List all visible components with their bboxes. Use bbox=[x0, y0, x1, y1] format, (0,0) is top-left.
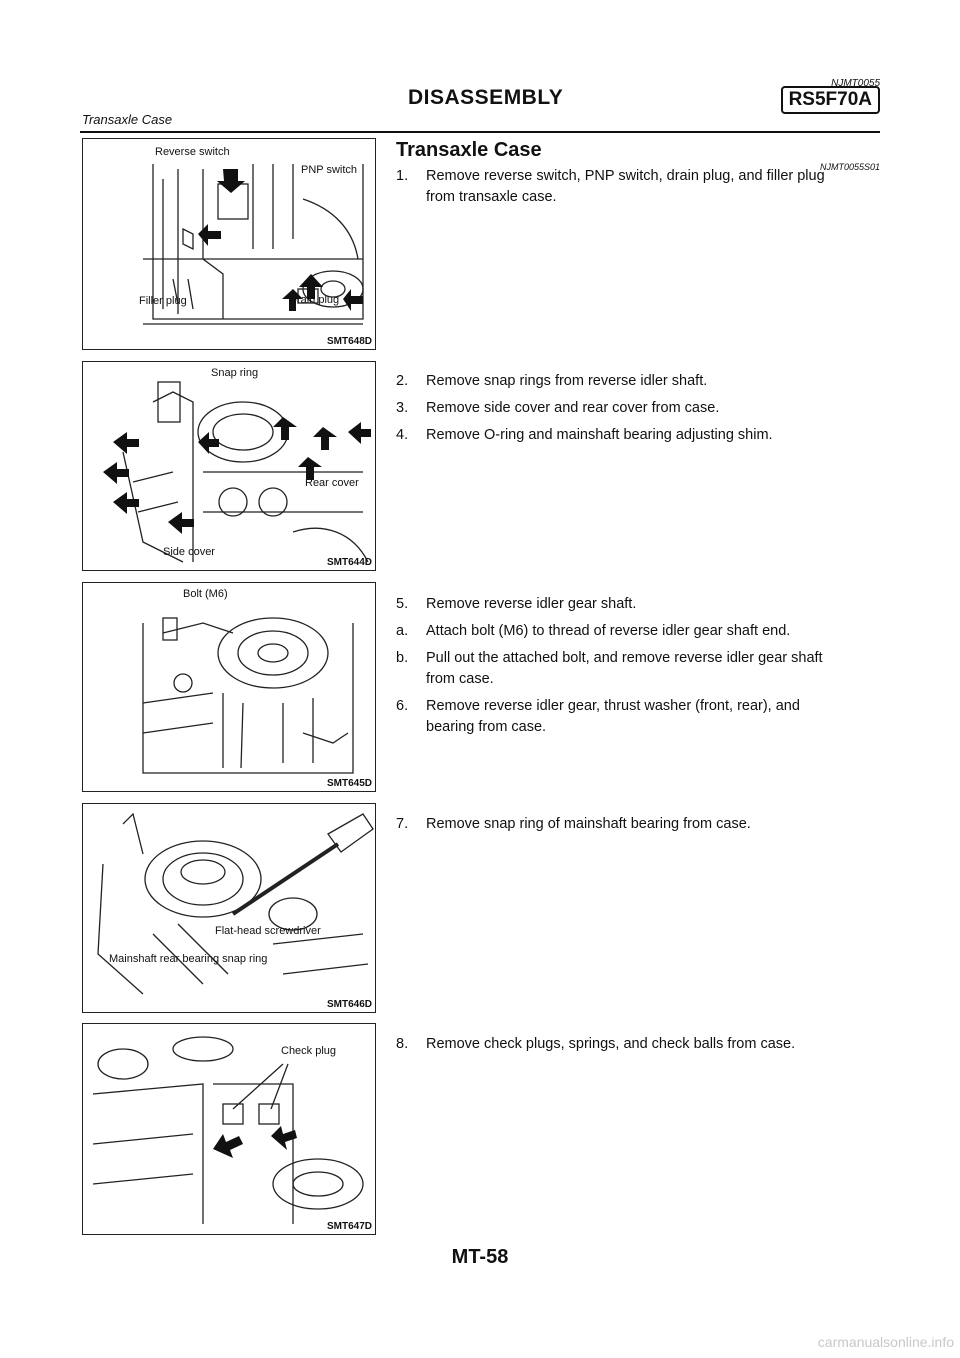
label-mainshaft-rear-bearing-snap-ring: Mainshaft rear bearing snap ring bbox=[109, 953, 268, 965]
figure-smt647d bbox=[82, 1023, 376, 1235]
figure-smt644d bbox=[82, 361, 376, 571]
step-7: 7. Remove snap ring of mainshaft bearing from case. bbox=[396, 816, 751, 832]
figure-id: SMT647D bbox=[326, 1221, 372, 1232]
illustration-reverse-idler-shaft bbox=[83, 583, 375, 791]
figure-id: SMT644D bbox=[326, 557, 372, 568]
header-rule bbox=[80, 131, 880, 133]
step-5b: b. Pull out the attached bolt, and remove reverse idler gear shaft from case. bbox=[396, 650, 823, 687]
step-3: 3. Remove side cover and rear cover from case. bbox=[396, 400, 720, 416]
document-id: NJMT0055 bbox=[831, 78, 880, 89]
label-side-cover: Side cover bbox=[163, 546, 215, 558]
step-6: 6. Remove reverse idler gear, thrust washer (front, rear), and bearing from case. bbox=[396, 698, 800, 735]
label-drain-plug: Drain plug bbox=[289, 294, 340, 306]
label-snap-ring: Snap ring bbox=[211, 367, 259, 379]
page-title: DISASSEMBLY bbox=[408, 86, 564, 109]
step-5a: a. Attach bolt (M6) to thread of reverse idler gear shaft end. bbox=[396, 623, 791, 639]
step-2: 2. Remove snap rings from reverse idler shaft. bbox=[396, 373, 708, 389]
label-check-plug: Check plug bbox=[281, 1045, 337, 1057]
label-reverse-switch: Reverse switch bbox=[155, 146, 230, 158]
illustration-reverse-pnp-switch bbox=[83, 139, 375, 349]
step-4: 4. Remove O-ring and mainshaft bearing adjusting shim. bbox=[396, 427, 773, 443]
illustration-side-rear-cover bbox=[83, 362, 375, 570]
section-code: NJMT0055S01 bbox=[819, 162, 880, 172]
figure-id: SMT648D bbox=[326, 336, 372, 347]
model-badge: RS5F70A bbox=[781, 86, 880, 114]
label-filler-plug: Filler plug bbox=[139, 295, 187, 307]
figure-smt645d bbox=[82, 582, 376, 792]
label-bolt-m6: Bolt (M6) bbox=[183, 588, 228, 600]
label-rear-cover: Rear cover bbox=[305, 477, 359, 489]
figure-id: SMT646D bbox=[326, 999, 372, 1010]
page-number: MT-58 bbox=[451, 1246, 509, 1268]
step-5: 5. Remove reverse idler gear shaft. bbox=[396, 596, 637, 612]
illustration-mainshaft-snap-ring bbox=[83, 804, 375, 1012]
section-title: Transaxle Case bbox=[396, 139, 542, 161]
figure-smt648d bbox=[82, 138, 376, 350]
watermark: carmanualsonline.info bbox=[817, 1334, 954, 1350]
figure-smt646d bbox=[82, 803, 376, 1013]
illustration-check-plugs bbox=[83, 1024, 375, 1234]
figure-id: SMT645D bbox=[326, 778, 372, 789]
step-1: 1. Remove reverse switch, PNP switch, drain plug, and filler plug from transaxle case. bbox=[396, 168, 825, 205]
label-flat-head-screwdriver: Flat-head screwdriver bbox=[215, 925, 321, 937]
label-pnp-switch: PNP switch bbox=[301, 164, 358, 176]
page-subtitle: Transaxle Case bbox=[82, 112, 173, 127]
step-8: 8. Remove check plugs, springs, and check balls from case. bbox=[396, 1036, 796, 1052]
